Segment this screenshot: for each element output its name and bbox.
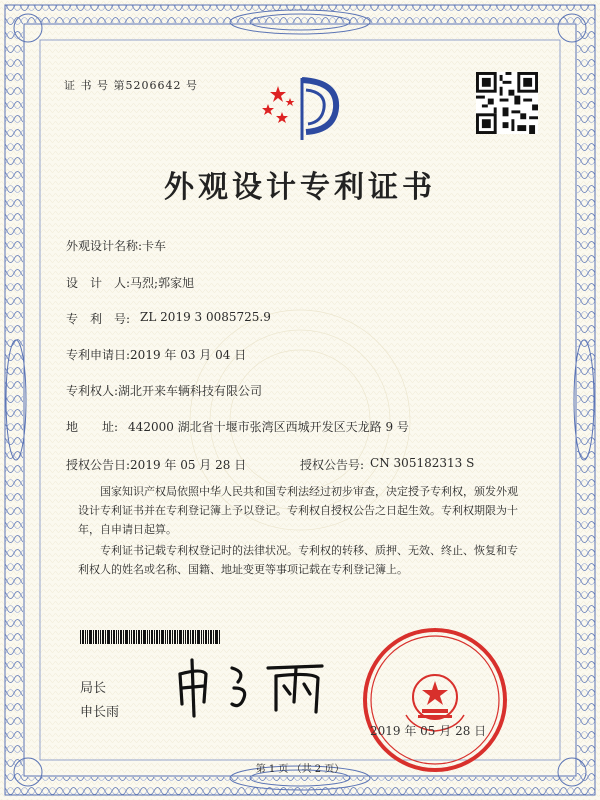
patent-office-logo-icon bbox=[258, 74, 350, 144]
statement-paragraph-1: 国家知识产权局依照中华人民共和国专利法经过初步审查，决定授予专利权，颁发外观设计专利证书并在专利登记簿上予以登记。专利权自授权公告之日起生效。专利权期限为十年，自申请日起算。 bbox=[78, 485, 518, 536]
field-address bbox=[66, 418, 409, 435]
field-value: 2019 年 05 月 28 日 bbox=[130, 458, 247, 472]
field-designer bbox=[66, 274, 194, 291]
field-label: 授权公告号: bbox=[300, 458, 365, 472]
field-value: 湖北开来车辆科技有限公司 bbox=[118, 384, 263, 398]
field-label: 外观设计名称: bbox=[66, 239, 143, 253]
official-seal-icon bbox=[360, 625, 510, 775]
field-label: 地 址: bbox=[66, 420, 119, 434]
field-grant-number bbox=[300, 456, 474, 473]
field-grant-date bbox=[66, 456, 246, 473]
barcode-icon bbox=[80, 630, 220, 644]
qr-code-icon bbox=[476, 72, 538, 134]
field-value: 2019 年 03 月 04 日 bbox=[130, 348, 247, 362]
signatory-name: 申长雨 bbox=[80, 705, 120, 720]
field-label: 专利权人: bbox=[66, 384, 119, 398]
signatory-title: 局长 bbox=[80, 681, 107, 696]
signature-icon bbox=[172, 654, 352, 720]
field-application-date bbox=[66, 346, 246, 363]
field-value: ZL 2019 3 0085725.9 bbox=[140, 310, 271, 324]
field-label: 专利申请日: bbox=[66, 348, 131, 362]
certificate-number: 证 书 号 第5206642 号 bbox=[64, 79, 198, 92]
field-value: 442000 湖北省十堰市张湾区西城开发区天龙路 9 号 bbox=[128, 420, 409, 434]
field-label: 授权公告日: bbox=[66, 458, 131, 472]
page-title: 外观设计专利证书 bbox=[164, 170, 436, 205]
seal-date: 2019 年 05 月 28 日 bbox=[370, 724, 487, 738]
field-value: 卡车 bbox=[142, 239, 167, 253]
field-label: 专 利 号: bbox=[66, 312, 131, 326]
field-value: 马烈;郭家旭 bbox=[130, 276, 195, 290]
page-number: 第 1 页 （共 2 页） bbox=[255, 764, 345, 775]
signatory-block bbox=[80, 677, 119, 725]
field-patent-number bbox=[66, 310, 271, 327]
field-design-name bbox=[66, 237, 166, 254]
field-label: 设 计 人: bbox=[66, 276, 131, 290]
statement-paragraph-2: 专利证书记载专利权登记时的法律状况。专利权的转移、质押、无效、终止、恢复和专利权人的姓名或名称、国籍、地址变更等事项记载在专利登记簿上。 bbox=[78, 544, 518, 576]
field-value: CN 305182313 S bbox=[370, 456, 475, 470]
field-patentee bbox=[66, 382, 262, 399]
